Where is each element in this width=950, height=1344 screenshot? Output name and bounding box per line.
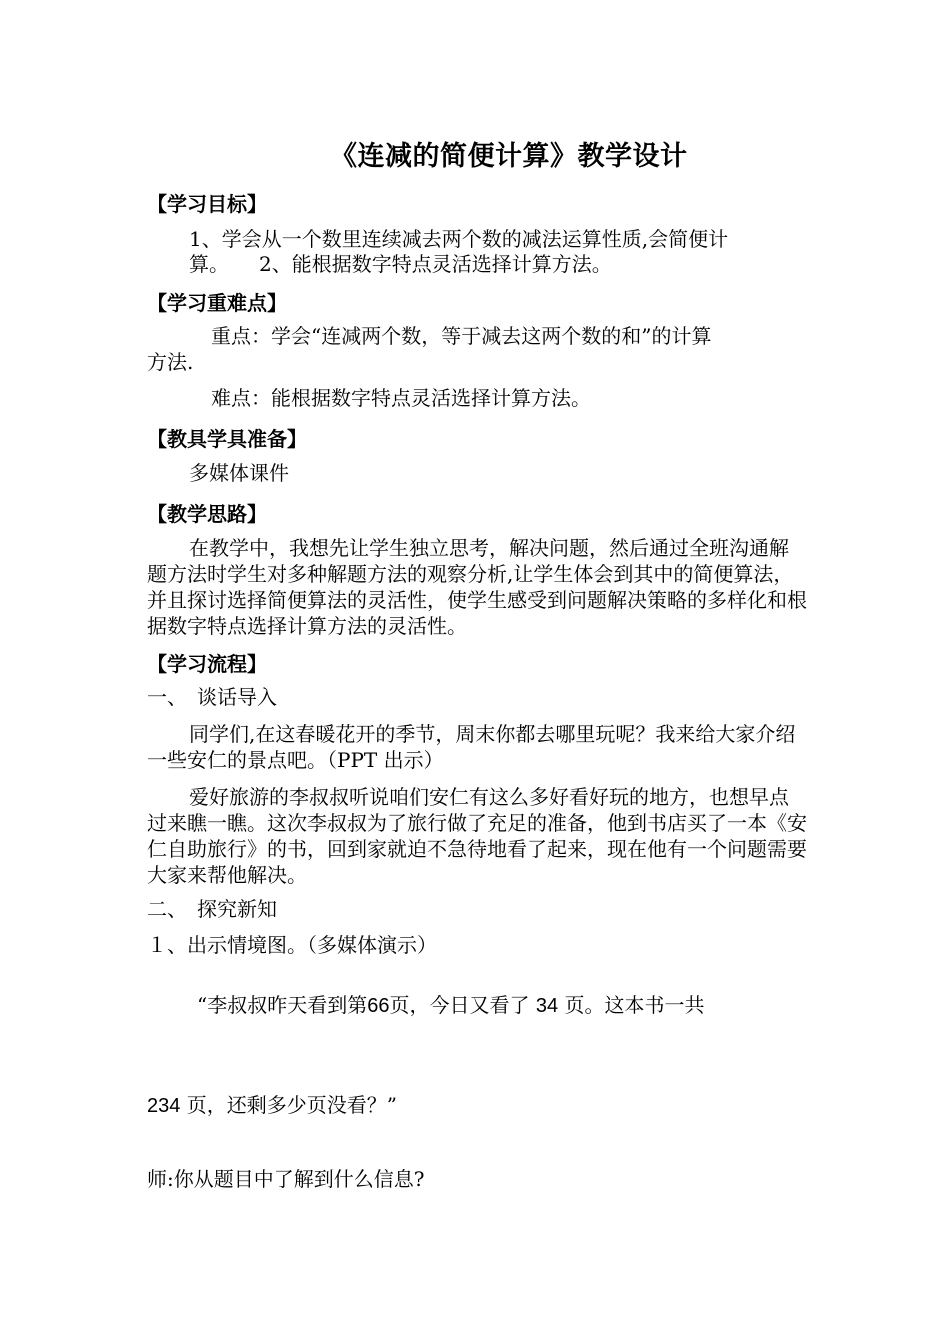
intro-paragraph-2: 爱好旅游的李叔叔听说咱们安仁有这么多好看好玩的地方，也想早点过来瞧一瞧。这次李叔叔为了旅行做了充足的准备，他到书店买了一本《安仁自助旅行》的书，回到家就迫不急待地看了起来，现在他有一个问题需要大家来帮他解决。 bbox=[147, 785, 807, 887]
quote-text: 页，今日又看了 bbox=[389, 993, 530, 1017]
intro-paragraph-1: 同学们,在这春暖花开的季节，周末你都去哪里玩呢？我来给大家介绍一些安仁的景点吧。（PPT 出示） bbox=[147, 722, 796, 772]
quote-number: 234 bbox=[147, 1095, 181, 1117]
key-point-line-2: 方法. bbox=[147, 350, 194, 374]
heading-key-points: 【学习重难点】 bbox=[147, 291, 287, 315]
key-point-line-1: 重点：学会“连减两个数，等于减去这两个数的和”的计算 bbox=[211, 324, 712, 348]
step-1-title: 一、 谈话导入 bbox=[147, 685, 277, 709]
goals-line-1: 1、学会从一个数里连续减去两个数的减法运算性质,会简便计 bbox=[189, 227, 729, 251]
problem-quote-line-1 bbox=[197, 992, 704, 1020]
quote-text: “李叔叔昨天看到第 bbox=[197, 993, 368, 1017]
quote-text: 页，还剩多少页没看？” bbox=[186, 1093, 397, 1117]
goals-line-2: 算。 2、能根据数字特点灵活选择计算方法。 bbox=[189, 252, 612, 276]
document-title: 《连减的简便计算》教学设计 bbox=[330, 141, 688, 172]
quote-number: 34 bbox=[535, 995, 559, 1017]
heading-learning-process: 【学习流程】 bbox=[147, 652, 267, 676]
approach-paragraph: 在教学中，我想先让学生独立思考，解决问题，然后通过全班沟通解题方法时学生对多种解题方法的观察分析,让学生体会到其中的简便算法，并且探讨选择简便算法的灵活性，使学生感受到问题解决策略的多样化和根据数字特点选择计算方法的灵活性。 bbox=[147, 536, 807, 638]
heading-materials: 【教具学具准备】 bbox=[147, 427, 307, 451]
problem-quote-line-2 bbox=[147, 1092, 397, 1120]
quote-number: 66 bbox=[367, 995, 390, 1017]
materials-text: 多媒体课件 bbox=[189, 461, 289, 485]
heading-learning-goals: 【学习目标】 bbox=[147, 192, 267, 216]
difficult-point: 难点：能根据数字特点灵活选择计算方法。 bbox=[211, 386, 591, 410]
step-2-title: 二、 探究新知 bbox=[147, 897, 277, 921]
quote-text: 页。这本书一共 bbox=[564, 993, 705, 1017]
teacher-question: 师:你从题目中了解到什么信息? bbox=[147, 1167, 425, 1191]
item-1: １、出示情境图。（多媒体演示） bbox=[147, 933, 437, 957]
heading-teaching-approach: 【教学思路】 bbox=[147, 502, 267, 526]
